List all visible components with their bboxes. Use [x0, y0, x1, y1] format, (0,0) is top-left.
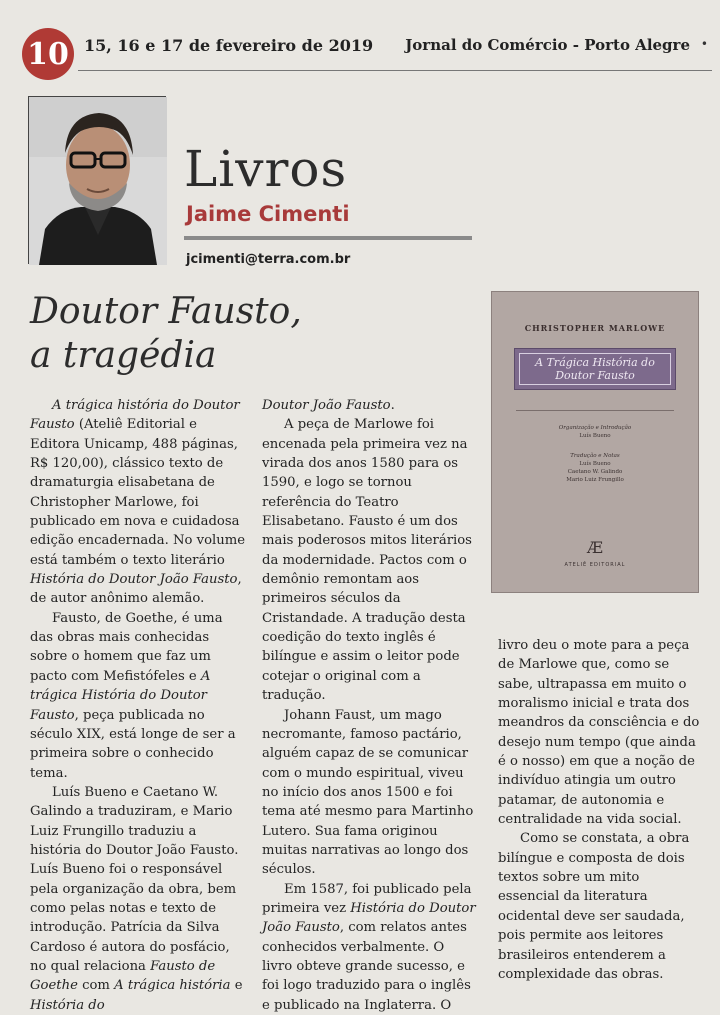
paragraph-text: . [390, 398, 395, 413]
publisher-logo: Æ [586, 538, 603, 557]
columnist-photo [28, 96, 166, 264]
columnist-rule [184, 236, 472, 240]
columnist-email: jcimenti@terra.com.br [186, 252, 351, 267]
book-cover [491, 291, 699, 593]
paragraph-text: , peça publicada no século XIX, está longe de ser a primeira sobre o conhecido tema. [30, 707, 236, 781]
body-column-2 [262, 396, 477, 1015]
book-title: História do Doutor João Fausto [30, 572, 238, 588]
paragraph-text: com [77, 978, 115, 994]
book-title: A trágica História do Doutor Fausto [30, 668, 211, 723]
cover-title-line-1: A Trágica História do [535, 356, 655, 369]
book-title: Doutor João Fausto [262, 398, 391, 413]
paragraph [30, 609, 246, 783]
newspaper-name: Jornal do Comércio - Porto Alegre [405, 36, 690, 54]
paragraph [30, 783, 246, 1015]
paragraph-text: , de autor anônimo alemão. [30, 572, 242, 607]
issue-date: 15, 16 e 17 de fevereiro de 2019 [84, 36, 374, 55]
credit-role: Organização e Introdução [558, 425, 632, 431]
cover-title [519, 353, 671, 385]
paragraph: Johann Faust, um mago necromante, famoso pactário, alguém capaz de se comunicar com o mundo espiritual, viveu no início dos anos 1500 e foi tema até mesmo para Martinho Lutero. Sua fama originou muitas narrativas ao longo dos séculos. [262, 707, 474, 878]
paragraph-continuation: livro deu o mote para a peça de Marlowe que, como se sabe, ultrapassa em muito o moralismo inicial e trata dos meandros da consciência e do desejo num tempo (que ainda é o nosso) em que a noção de indivíduo atingia um outro patamar, de autonomia e centralidade na vida social. [498, 638, 700, 828]
paragraph-text: Luís Bueno e Caetano W. Galindo a traduziram, e Mario Luiz Frungillo traduziu a história do Doutor João Fausto. Luís Bueno foi o responsável pela organização da obra, bem como pelas notas e texto de introdução. Patrícia da Silva Cardoso é autora do posfácio, no qual relaciona [30, 784, 239, 974]
cover-credits-translation [492, 452, 698, 484]
credit-name: Caetano W. Galindo [567, 469, 623, 475]
columnist-name: Jaime Cimenti [186, 202, 350, 226]
publisher-imprint: ATELIÊ EDITORIAL [564, 562, 626, 568]
paragraph-continuation [262, 396, 477, 415]
paragraph-text: , com relatos antes conhecidos verbalmente. O livro obteve grande sucesso, e foi logo traduzido para o inglês e publicado na Inglaterra. O [262, 920, 471, 1013]
book-title: Fausto de Goethe [30, 958, 216, 994]
body-column-1 [30, 396, 246, 1015]
book-title: História do Doutor João Fausto [262, 900, 476, 936]
paragraph-text: Em 1587, foi publicado pela primeira vez [262, 881, 472, 916]
paragraph [262, 880, 477, 1015]
headline-line-1: Doutor Fausto, [30, 291, 302, 332]
body-column-3 [498, 636, 703, 984]
credit-name: Mario Luiz Frungillo [566, 477, 624, 483]
paragraph-text: e [230, 978, 243, 994]
credit-name: Luís Bueno [579, 461, 611, 467]
article-headline [30, 290, 450, 378]
page-header [0, 18, 720, 80]
book-title: A trágica história do Doutor Fausto [30, 398, 240, 433]
book-title: História do [30, 997, 105, 1013]
portrait-image [29, 97, 167, 265]
credit-name: Luís Bueno [579, 433, 611, 439]
paragraph-text: Fausto, de Goethe, é uma das obras mais conhecidas sobre o homem que faz um pacto com Mefistófeles e [30, 610, 223, 684]
cover-divider [516, 410, 674, 411]
credit-role: Tradução e Notas [570, 453, 620, 459]
cover-credits-organization [492, 424, 698, 440]
edge-mark: • [700, 37, 708, 51]
section-title: Livros [184, 140, 348, 198]
book-title: A trágica história [114, 978, 231, 994]
paragraph [30, 396, 246, 609]
paragraph: A peça de Marlowe foi encenada pela primeira vez na virada dos anos 1580 para os 1590, e logo se tornou referência do Teatro Elisabetano. Fausto é um dos mais poderosos mitos literários da modernidade. Pactos com o demônio remontam aos primeiros séculos da Cristandade. A tradução desta coedição do texto inglês é bilíngue e assim o leitor pode cotejar o original com a tradução. [262, 417, 472, 704]
cover-author: CHRISTOPHER MARLOWE [524, 323, 666, 333]
header-rule [78, 70, 712, 71]
headline-line-2: a tragédia [30, 335, 217, 376]
cover-title-line-2: Doutor Fausto [555, 369, 635, 382]
page-number-badge: 10 [22, 28, 74, 80]
paragraph-text: (Ateliê Editorial e Editora Unicamp, 488 páginas, R$ 120,00), clássico texto de dramaturgia elisabetana de Christopher Marlowe, foi publicado em nova e cuidadosa edição encadernada. No volume está também o texto literário [30, 417, 246, 568]
cover-title-box [514, 348, 676, 390]
paragraph: Como se constata, a obra bilíngue e composta de dois textos sobre um mito essencial da literatura ocidental deve ser saudada, pois permite aos leitores brasileiros entenderem a complexidade das obras. [498, 831, 690, 982]
